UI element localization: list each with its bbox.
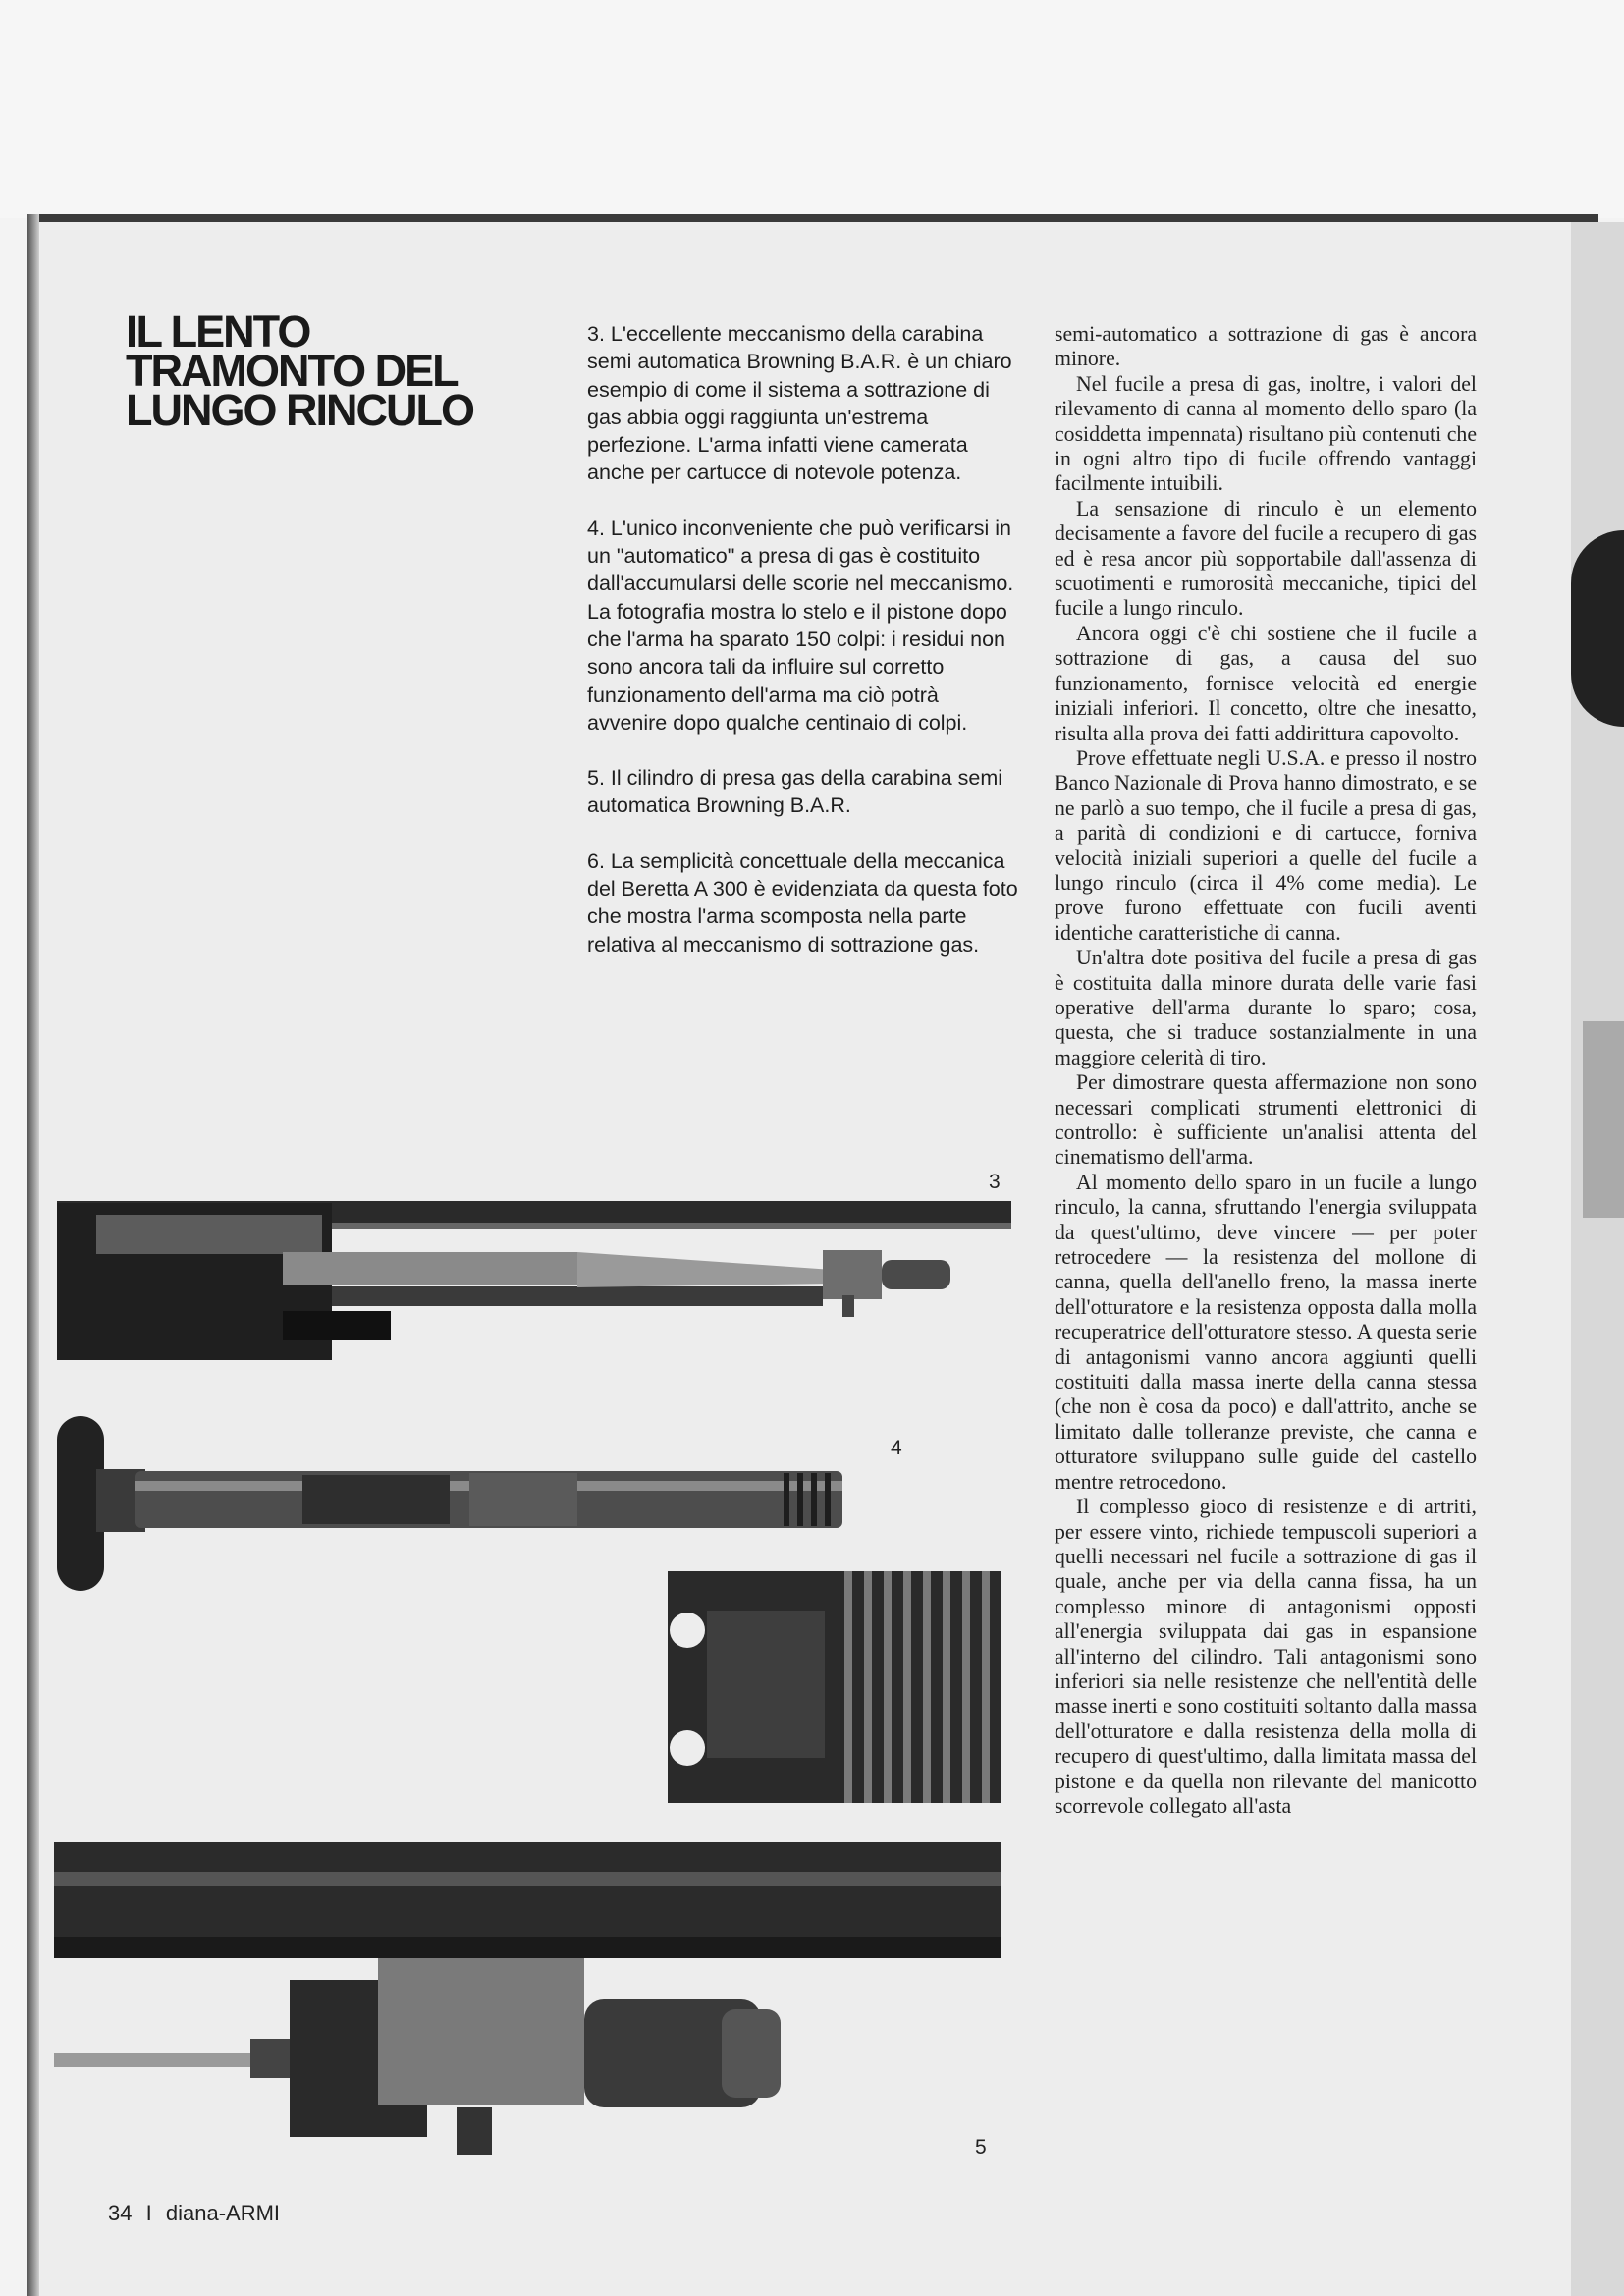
scan-background bbox=[0, 0, 1624, 218]
article-body-column bbox=[1055, 322, 1477, 1819]
article-headline bbox=[126, 306, 558, 435]
page-number: 34 bbox=[108, 2201, 133, 2225]
page-footer bbox=[108, 2201, 280, 2226]
body-paragraph: Al momento dello sparo in un fucile a lungo rinculo, la canna, sfruttando l'energia sviluppata da quest'ultimo, deve vincere — per poter retrocedere — la resistenza del mollone di canna, quella dell'anello freno, la massa inerte dell'otturatore e la resistenza opposta dalla molla recuperatrice dell'otturatore stesso. A questa serie di antagonismi vanno ancora aggiunti quelli costituiti dalla massa inerte della canna stessa (che non è cosa da poco) e dall'attrito, anche se limitato dalle tolleranze previste, che canna e otturatore sviluppano sulle guide del castello mentre retrocedono. bbox=[1055, 1170, 1478, 1494]
photo-captions bbox=[587, 320, 1021, 986]
figure-number-3: 3 bbox=[989, 1171, 1001, 1193]
body-paragraph: Ancora oggi c'è chi sostiene che il fucile a sottrazione di gas, a causa del suo funzionamento, fornisce velocità ed energie iniziali inferiori. Il concetto, oltre che inesatto, risulta alla prova dei fatti addirittura capovolto. bbox=[1055, 621, 1477, 745]
figure-number-4: 4 bbox=[891, 1437, 902, 1459]
caption-6: 6. La semplicità concettuale della meccanica del Beretta A 300 è evidenziata da questa foto che mostra l'arma scomposta nella parte relativa al meccanismo di sottrazione gas. bbox=[587, 848, 1018, 957]
headline-line: LUNGO RINCULO bbox=[126, 385, 473, 435]
body-paragraph: La sensazione di rinculo è un elemento decisamente a favore del fucile a recupero di gas ed è resa ancor più sopportabile dall'assenza di scuotimenti e rumorosità meccaniche, tipici del fucile a lungo rinculo. bbox=[1055, 496, 1477, 621]
magazine-name: diana-ARMI bbox=[165, 2201, 281, 2225]
figure-number-5: 5 bbox=[975, 2136, 987, 2159]
photo-browning-bar-mechanism bbox=[57, 1193, 1011, 1375]
page-top-edge bbox=[27, 214, 1598, 222]
caption-3: 3. L'eccellente meccanismo della carabina semi automatica Browning B.A.R. è un chiaro esempio di come il sistema a sottrazione di gas abbia oggi raggiunta un'estrema perfezione. L'arma infatti viene camerata anche per cartucce di notevole potenza. bbox=[587, 322, 1012, 485]
headline-line: IL LENTO bbox=[126, 306, 310, 356]
caption-4: 4. L'unico inconveniente che può verificarsi in un "automatico" a presa di gas è costituito dall'accumularsi delle scorie nel meccanismo. La fotografia mostra lo stelo e il pistone dopo che l'arma ha sparato 150 colpi: i residui non sono ancora tali da influire sul corretto funzionamento dell'arma ma ciò potrà avvenire dopo qualche centinaio di colpi. bbox=[587, 516, 1014, 735]
facing-page-gray-edge bbox=[1583, 1021, 1624, 1218]
body-paragraph: semi-automatico a sottrazione di gas è ancora minore. bbox=[1055, 322, 1477, 371]
facing-page-photo-edge bbox=[1571, 530, 1624, 727]
page-binding-edge bbox=[27, 214, 39, 2296]
photo-beretta-a300-gas-system bbox=[54, 1842, 1001, 2157]
photo-gas-cylinder bbox=[668, 1571, 1001, 1803]
body-paragraph: Nel fucile a presa di gas, inoltre, i valori del rilevamento di canna al momento dello sparo (la cosiddetta impennata) risultano più contenuti che in ogni altro tipo di fucile offrendo vantaggi facilmente intuibili. bbox=[1055, 371, 1477, 496]
body-paragraph: Un'altra dote positiva del fucile a presa di gas è costituita dalla minore durata delle varie fasi operative dell'arma durante lo sparo; cosa, questa, che si traduce sostanzialmente in una maggiore celerità di tiro. bbox=[1055, 946, 1477, 1069]
footer-separator: I bbox=[145, 2201, 152, 2225]
body-paragraph: Il complesso gioco di resistenze e di artriti, per essere vinto, richiede tempuscoli superiori a quelli necessari nel fucile a sottrazione di gas il quale, anche per via della canna fissa, ha un complesso minore di antagonismi opposti all'energia sviluppata dai gas in espansione all'interno del cilindro. Tali antagonismi sono inferiori sia nelle resistenze che nell'entità delle masse inerti e sono costituiti soltanto dalla massa dell'otturatore e dalla resistenza della molla di recupero di quest'ultimo, dalla limitata massa del pistone e da quella non rilevante del manicotto scorrevole collegato all'asta bbox=[1055, 1495, 1477, 1818]
caption-5: 5. Il cilindro di presa gas della carabina semi automatica Browning B.A.R. bbox=[587, 766, 1003, 818]
body-paragraph: Per dimostrare questa affermazione non sono necessari complicati strumenti elettronici di controllo: è sufficiente un'analisi attenta del cinematismo dell'arma. bbox=[1055, 1070, 1477, 1170]
body-paragraph: Prove effettuate negli U.S.A. e presso il nostro Banco Nazionale di Prova hanno dimostrato, e se ne parlò a suo tempo, che il fucile a presa di gas, a parità di condizioni e di cartucce, forniva velocità iniziali superiori a quelle del fucile a lungo rinculo (circa il 4% come media). Le prove furono effettuate con fucili aventi identiche caratteristiche di canna. bbox=[1055, 745, 1477, 945]
headline-line: TRAMONTO DEL bbox=[126, 346, 458, 396]
